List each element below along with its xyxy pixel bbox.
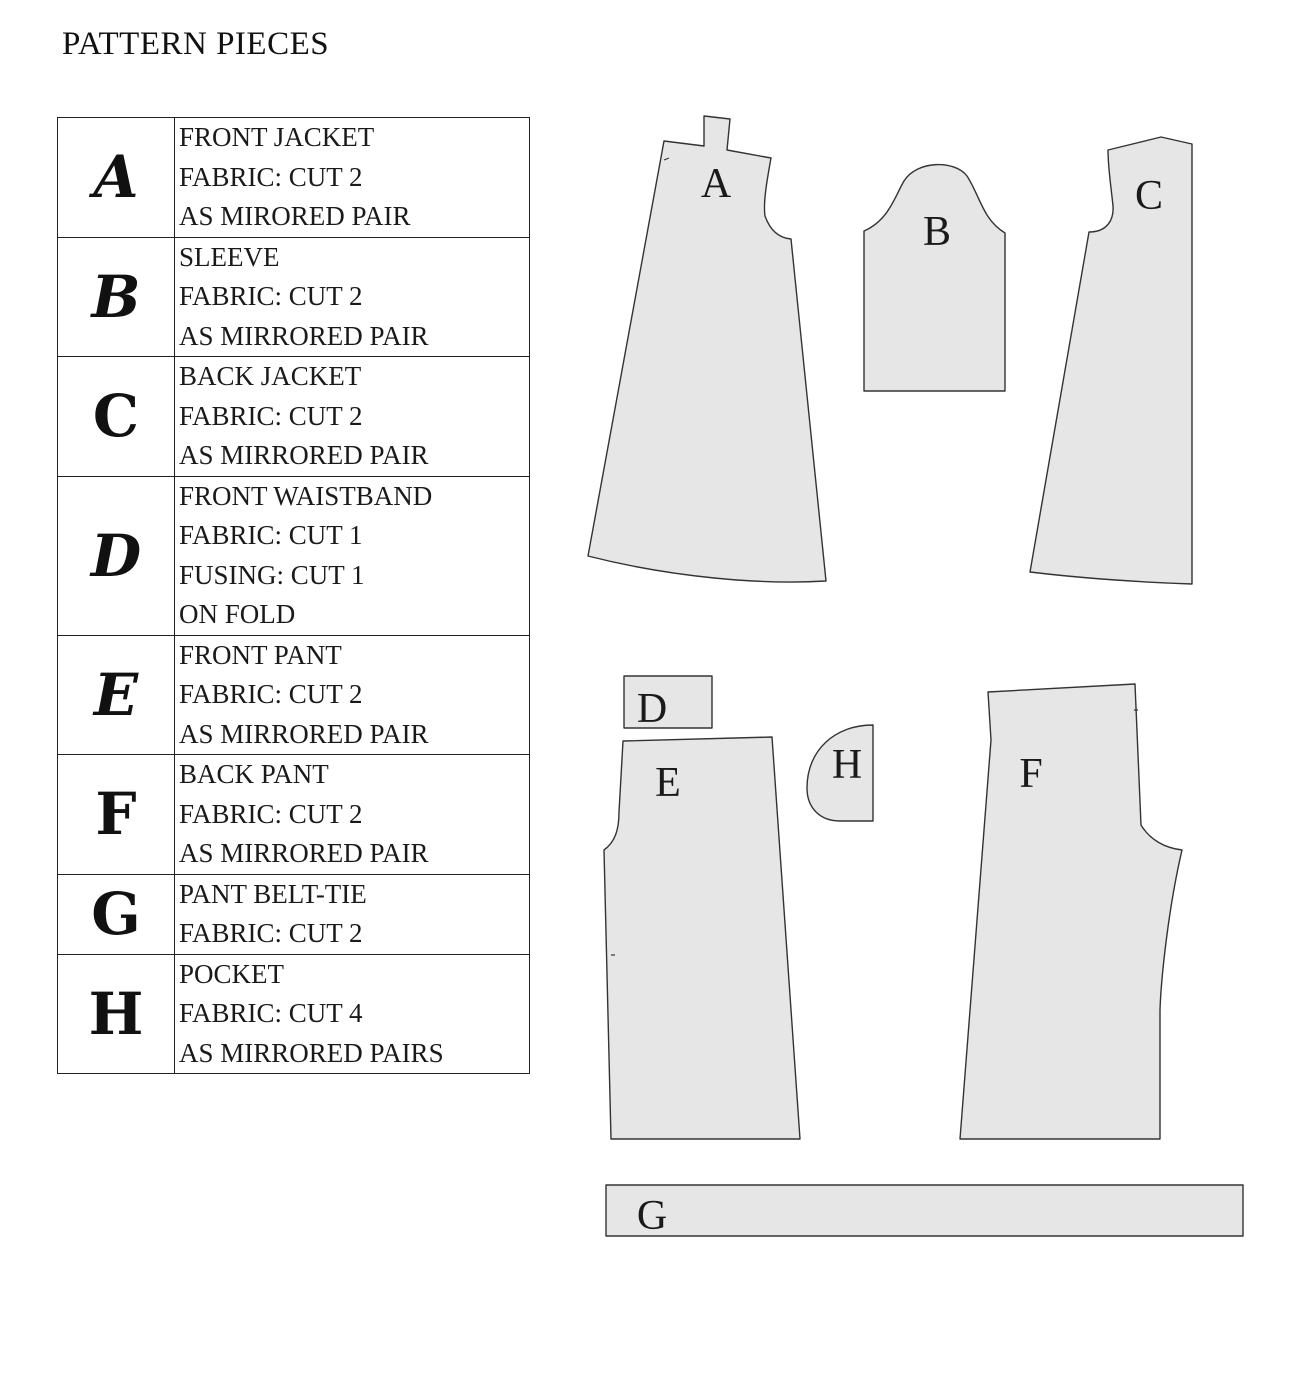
legend-line: AS MIRRORED PAIRS xyxy=(179,1037,444,1068)
piece-e-outline xyxy=(604,737,800,1139)
piece-g-pant-belt-tie xyxy=(606,1185,1243,1239)
legend-letter-f: F xyxy=(58,755,175,875)
legend-letter-b: B xyxy=(58,237,175,357)
piece-h-pocket xyxy=(807,725,873,821)
legend-line: AS MIRRORED PAIR xyxy=(179,838,429,868)
legend-line: ON FOLD xyxy=(179,599,296,629)
legend-line: FABRIC: CUT 2 xyxy=(179,281,363,311)
legend-line: POCKET xyxy=(179,958,285,989)
legend-letter-h: H xyxy=(58,954,175,1074)
piece-f-outline xyxy=(960,684,1182,1139)
piece-e-label: E xyxy=(655,760,681,806)
legend-line: FRONT JACKET xyxy=(179,122,375,152)
legend-line: AS MIRRORED PAIR xyxy=(179,718,429,749)
legend-line: BACK PANT xyxy=(179,759,329,789)
legend-line: PANT BELT-TIE xyxy=(179,878,367,909)
piece-c-outline xyxy=(1030,137,1192,584)
legend-letter-e: E xyxy=(58,635,175,755)
legend-letter-c: C xyxy=(58,357,175,477)
legend-line: BACK JACKET xyxy=(179,361,362,391)
page-title: PATTERN PIECES xyxy=(62,26,330,62)
piece-d-label: D xyxy=(636,686,668,732)
legend-line: AS MIRRORED PAIR xyxy=(179,320,429,351)
piece-g-label: G xyxy=(636,1193,668,1239)
legend-line: FABRIC: CUT 2 xyxy=(179,679,363,709)
legend-line: FABRIC: CUT 4 xyxy=(179,998,363,1028)
legend-line: FUSING: CUT 1 xyxy=(179,559,365,590)
legend-line: AS MIRRORED PAIR xyxy=(179,440,429,470)
legend-line: AS MIRORED PAIR xyxy=(179,201,411,231)
legend-letter-a: A xyxy=(58,118,175,238)
legend-line: FABRIC: CUT 2 xyxy=(179,918,363,948)
piece-a-front-jacket xyxy=(588,116,826,582)
piece-c-back-jacket xyxy=(1030,137,1192,584)
piece-d-front-waistband xyxy=(624,676,712,732)
piece-b-sleeve xyxy=(864,165,1005,391)
legend-line: FABRIC: CUT 2 xyxy=(179,161,363,192)
piece-a-label: A xyxy=(700,161,732,207)
piece-c-label: C xyxy=(1134,173,1164,219)
piece-b-outline xyxy=(864,165,1005,391)
legend-line: FABRIC: CUT 2 xyxy=(179,400,363,431)
legend-line: FABRIC: CUT 2 xyxy=(179,798,363,829)
piece-f-back-pant xyxy=(960,684,1182,1139)
piece-f-label: F xyxy=(1019,751,1043,797)
piece-h-label: H xyxy=(831,742,863,788)
legend-line: FRONT WAISTBAND xyxy=(179,480,433,511)
piece-e-front-pant xyxy=(604,737,800,1139)
piece-b-label: B xyxy=(922,209,952,255)
legend-letter-d: D xyxy=(58,476,175,635)
legend-letter-g: G xyxy=(58,874,175,954)
piece-g-outline xyxy=(606,1185,1243,1236)
legend-line: SLEEVE xyxy=(179,241,280,272)
legend-line: FABRIC: CUT 1 xyxy=(179,520,363,550)
legend-line: FRONT PANT xyxy=(179,639,342,670)
